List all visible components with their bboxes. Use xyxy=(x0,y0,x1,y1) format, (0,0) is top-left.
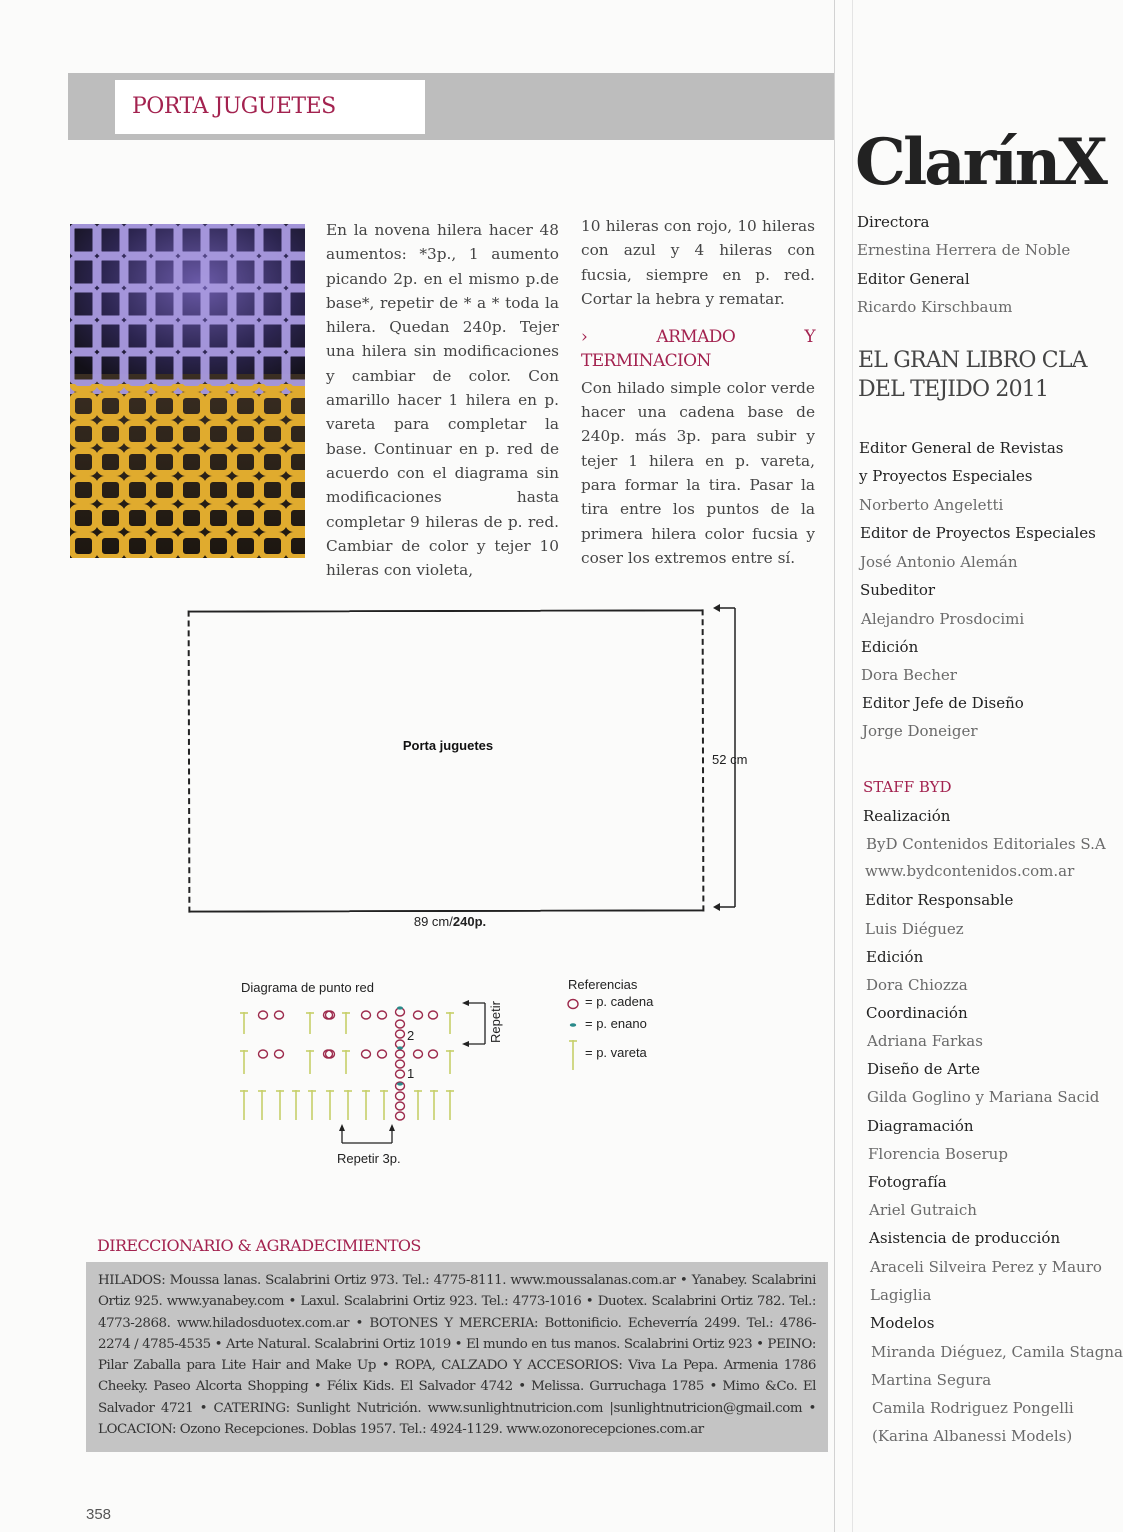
body-column-1 xyxy=(326,218,559,582)
dot-icon xyxy=(570,1023,576,1027)
credit-name: Araceli Silveira Perez y Mauro xyxy=(870,1258,1102,1276)
credit-name: Alejandro Prosdocimi xyxy=(861,610,1025,628)
credit-name: Norberto Angeletti xyxy=(859,496,1004,514)
credit-name: Florencia Boserup xyxy=(868,1145,1008,1163)
credit-name: (Karina Albanessi Models) xyxy=(872,1427,1073,1445)
credit-name: Adriana Farkas xyxy=(867,1032,983,1050)
credit-name: Martina Segura xyxy=(871,1371,992,1389)
credit-role: Diagramación xyxy=(867,1117,974,1135)
circle-icon xyxy=(568,1000,578,1009)
body-paragraph: 10 hileras con rojo, 10 hileras con azul y 4 hileras con fucsia, siempre en p. red. Cortar la hebra y rematar. xyxy=(581,217,815,308)
credit-role: Diseño de Arte xyxy=(867,1060,981,1078)
repeat-vertical-label: Repetir xyxy=(488,1001,503,1043)
credit-name: Miranda Diéguez, Camila Stagna xyxy=(871,1343,1123,1361)
credit-name: Ernestina Herrera de Noble xyxy=(857,241,1071,259)
credit-role: Coordinación xyxy=(866,1004,968,1022)
credit-name: ByD Contenidos Editoriales S.A xyxy=(866,835,1106,853)
credit-name: Luis Diéguez xyxy=(865,920,964,938)
page-gutter-shadow xyxy=(852,0,853,1532)
reference-item: = p. vareta xyxy=(585,1045,647,1060)
height-label: 52 cm xyxy=(712,752,748,767)
credit-role: Editor Responsable xyxy=(865,891,1014,909)
credit-name: Dora Becher xyxy=(861,666,957,684)
credit-role: Editor de Proyectos Especiales xyxy=(860,524,1096,542)
schematic-rectangle xyxy=(188,609,705,912)
credit-name: Gilda Goglino y Mariana Sacid xyxy=(867,1088,1100,1106)
credit-name: José Antonio Alemán xyxy=(860,553,1018,571)
row-number: 2 xyxy=(407,1028,415,1043)
credit-name: Ricardo Kirschbaum xyxy=(857,298,1013,316)
section-title: › ARMADO Y TERMINACION xyxy=(581,327,815,372)
credit-role: y Proyectos Especiales xyxy=(859,467,1033,485)
reference-item: = p. cadena xyxy=(585,994,654,1009)
book-title-line: EL GRAN LIBRO CLA xyxy=(858,348,1087,373)
body-column-2 xyxy=(581,214,815,570)
width-stitches: 240p. xyxy=(452,914,487,929)
references-symbols xyxy=(564,996,582,1074)
stitch-diagram xyxy=(236,1000,506,1150)
credit-role: Realización xyxy=(863,807,951,825)
staff-title: STAFF BYD xyxy=(863,778,952,796)
credit-name: Camila Rodriguez Pongelli xyxy=(872,1399,1074,1417)
credit-name: Jorge Doneiger xyxy=(862,722,978,740)
clarin-logo: ClarínX xyxy=(855,125,1105,200)
crochet-photo xyxy=(70,224,305,558)
credit-role: Modelos xyxy=(870,1314,935,1332)
credit-role: Edición xyxy=(861,638,919,656)
repeat-horizontal-label: Repetir 3p. xyxy=(337,1151,401,1166)
width-label xyxy=(380,914,520,929)
credit-role: Asistencia de producción xyxy=(869,1229,1061,1247)
references-title: Referencias xyxy=(568,977,638,992)
credit-name: Lagiglia xyxy=(870,1286,932,1304)
credit-name: Ariel Gutraich xyxy=(869,1201,977,1219)
stitch-diagram-title: Diagrama de punto red xyxy=(241,980,374,995)
page-title: PORTA JUGUETES xyxy=(132,94,336,119)
page-number: 358 xyxy=(86,1506,112,1523)
credit-role: Fotografía xyxy=(868,1173,947,1191)
credit-name: Dora Chiozza xyxy=(866,976,968,994)
book-title xyxy=(858,346,1087,404)
credit-role: Subeditor xyxy=(860,581,936,599)
body-paragraph: En la novena hilera hacer 48 aumentos: *3p., 1 aumento picando 2p. en el mismo p.de base*, repetir de * a * toda la hilera. Quedan 240p. Tejer una hilera sin modificaciones y cambiar de color. Con amarillo hacer 1 hilera en p. vareta para completar la base. Continuar en p. red de acuerdo con el diagrama sin modificaciones hasta completar 9 hileras de p. red. Cambiar de color y tejer 10 hileras con violeta, xyxy=(326,221,559,580)
reference-item: = p. enano xyxy=(585,1016,647,1031)
schematic-label: Porta juguetes xyxy=(402,738,494,753)
credit-role: Editor Jefe de Diseño xyxy=(862,694,1024,712)
directory-title: DIRECCIONARIO & AGRADECIMIENTOS xyxy=(97,1236,421,1255)
body-paragraph: Con hilado simple color verde hacer una cadena base de 240p. más 3p. para subir y tejer 1 hilera en p. vareta, para formar la tira. Pasar la tira entre los puntos de la primera hilera color fucsia y coser los extremos entre sí. xyxy=(581,378,815,567)
row-number: 1 xyxy=(407,1066,415,1081)
vareta-icon xyxy=(569,1040,577,1070)
credit-role: Editor General de Revistas xyxy=(859,439,1064,457)
credit-role: Editor General xyxy=(857,270,970,288)
credit-name: www.bydcontenidos.com.ar xyxy=(865,862,1075,880)
width-value: 89 cm/ xyxy=(413,914,453,929)
credit-role: Directora xyxy=(857,213,930,231)
credit-role: Edición xyxy=(866,948,924,966)
directory-text: HILADOS: Moussa lanas. Scalabrini Ortiz 973. Tel.: 4775-8111. www.moussalanas.com.ar • Yanabey. Scalabrini Ortiz 925. www.yanabey.com • Laxul. Scalabrini Ortiz 923. Tel.: 4773-1016 • Duotex. Scalabrini Ortiz 782. Tel.: 4773-2868. www.hiladosduotex.com.ar • BOTONES Y MERCERIA: Bottonificio. Echeverría 2499. Tel.: 4786-2274 / 4785-4535 • Arte Natural. Scalabrini Ortiz 1019 • El mundo en tus manos. Scalabrini Ortiz 923 • PEINO: Pilar Zaballa para Lite Hair and Make Up • ROPA, CALZADO Y ACCESORIOS: Viva La Pepa. Armenia 1786 Cheeky. Paseo Alcorta Shopping • Félix Kids. El Salvador 4742 • Melissa. Gurruchaga 1785 • Mimo &Co. El Salvador 4721 • CATERING: Sunlight Nutrición. www.sunlightnutricion.com |sunlightnutricion@gmail.com • LOCACION: Ozono Recepciones. Doblas 1957. Tel.: 4924-1129. www.ozonorecepciones.com.ar xyxy=(98,1273,816,1438)
page-gutter xyxy=(834,0,835,1532)
book-title-line: DEL TEJIDO 2011 xyxy=(858,377,1049,402)
